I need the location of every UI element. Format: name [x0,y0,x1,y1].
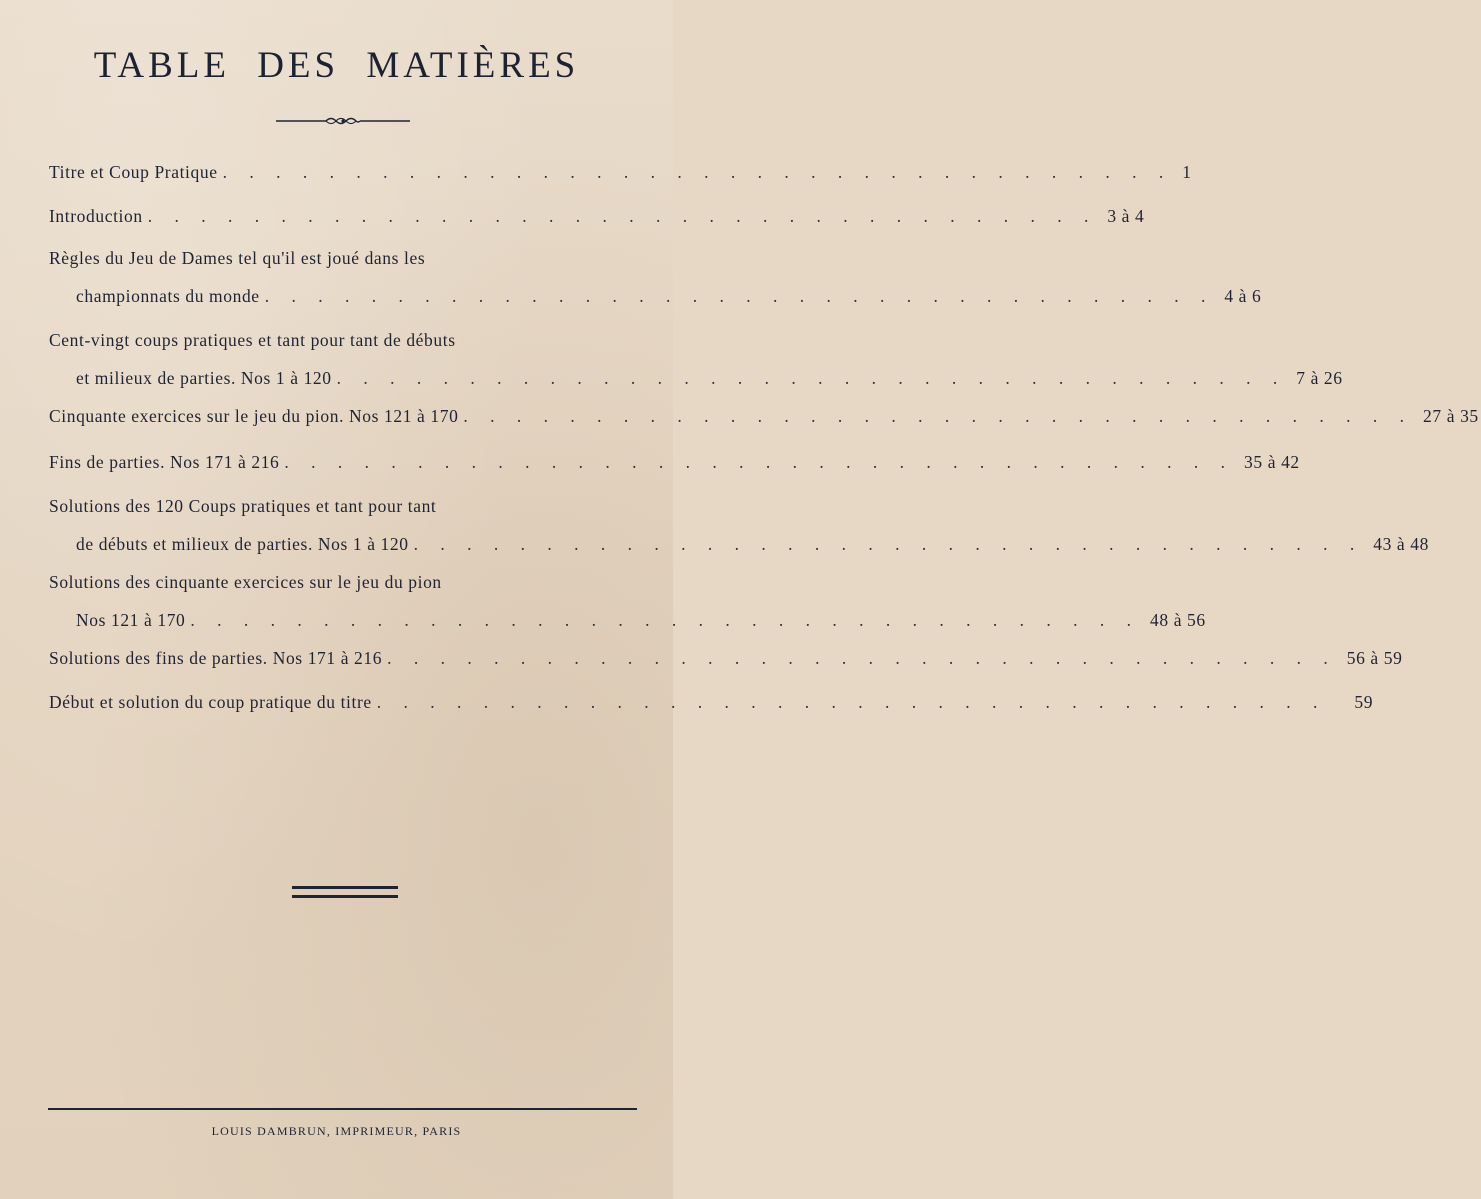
toc-page-number: 4 à 6 [1224,286,1262,306]
dot-leader: . . . . . . . . . . . . . . . . . . . . . . . . . . . . . . . . . . . . [190,610,1141,630]
toc-entry-line [49,572,643,600]
toc-entry-line [49,206,1145,234]
toc-page-number: 27 à 35 [1423,406,1479,426]
dot-leader: . . . . . . . . . . . . . . . . . . . . . . . . . . . . . . . . . . . . [336,368,1287,388]
toc-entry-text: championnats du monde [76,286,260,306]
toc-page-number: 3 à 4 [1107,206,1145,226]
toc-entry-line [49,406,1479,434]
toc-entry [49,452,1300,480]
toc-page-number: 59 [1354,692,1374,712]
title-ornament [276,114,410,128]
page-title: TABLE DES MATIÈRES [93,45,580,86]
toc-entry-line [49,648,1403,676]
dot-leader: . . . . . . . . . . . . . . . . . . . . . . . . . . . . . . . . . . . . [264,286,1215,306]
toc-page-number: 7 à 26 [1296,368,1343,388]
toc-page-number: 48 à 56 [1150,610,1206,630]
dot-leader: . . . . . . . . . . . . . . . . . . . . . . . . . . . . . . . . . . . . [147,206,1098,226]
toc-entry-text: Début et solution du coup pratique du titre [49,692,372,712]
toc-entry-text: Cinquante exercices sur le jeu du pion. Nos 121 à 170 [49,406,459,426]
toc-entry [49,162,1192,190]
toc-entry [49,496,1429,562]
footer-rule [48,1108,637,1110]
printer-imprint: LOUIS DAMBRUN, IMPRIMEUR, PARIS [211,1124,462,1138]
toc-entry [49,330,1343,396]
dot-leader: . . . . . . . . . . . . . . . . . . . . . . . . . . . . . . . . . . . . [222,162,1173,182]
toc-entry [49,206,1145,234]
toc-entry [49,406,1479,434]
toc-entry-line [49,534,1429,562]
toc-entry-text: Cent-vingt coups pratiques et tant pour tant de débuts [49,330,456,350]
toc-entry-text: Introduction [49,206,143,226]
toc-entry-text: Solutions des cinquante exercices sur le jeu du pion [49,572,442,592]
toc-entry-text: Nos 121 à 170 [76,610,186,630]
dot-leader: . . . . . . . . . . . . . . . . . . . . . . . . . . . . . . . . . . . . [463,406,1414,426]
toc-entry-line [49,248,643,276]
toc-entry-line [49,496,643,524]
dot-leader: . . . . . . . . . . . . . . . . . . . . . . . . . . . . . . . . . . . . [284,452,1235,472]
toc-entry-text: Solutions des 120 Coups pratiques et tant pour tant [49,496,437,516]
toc-entry-line [49,368,1343,396]
toc-page-number: 56 à 59 [1346,648,1403,668]
double-rule-top [292,886,398,889]
toc-entry-text: de débuts et milieux de parties. Nos 1 à 120 [76,534,409,554]
toc-entry-line [49,692,1374,720]
dot-leader: . . . . . . . . . . . . . . . . . . . . . . . . . . . . . . . . . . . . [376,692,1327,712]
toc-entry [49,692,1374,720]
toc-entry-text: et milieux de parties. Nos 1 à 120 [76,368,332,388]
toc-page-number: 1 [1182,162,1192,182]
toc-entry-line [49,452,1300,480]
toc-entry-text: Titre et Coup Pratique [49,162,218,182]
toc-entry-text: Règles du Jeu de Dames tel qu'il est joué dans les [49,248,426,268]
toc-page-number: 43 à 48 [1373,534,1429,554]
toc-entry [49,248,1262,314]
toc-entry [49,572,1206,638]
dot-leader: . . . . . . . . . . . . . . . . . . . . . . . . . . . . . . . . . . . . [387,648,1337,668]
toc-entry-line [49,162,1192,190]
toc-entry-text: Solutions des fins de parties. Nos 171 à 216 [49,648,383,668]
toc-entry-line [49,610,1206,638]
toc-entry-line [49,286,1262,314]
toc-entry-line [49,330,643,358]
toc-page-number: 35 à 42 [1244,452,1300,472]
double-rule-bottom [292,895,398,898]
toc-entry [49,648,1403,676]
dot-leader: . . . . . . . . . . . . . . . . . . . . . . . . . . . . . . . . . . . . [413,534,1364,554]
toc-entry-text: Fins de parties. Nos 171 à 216 [49,452,280,472]
